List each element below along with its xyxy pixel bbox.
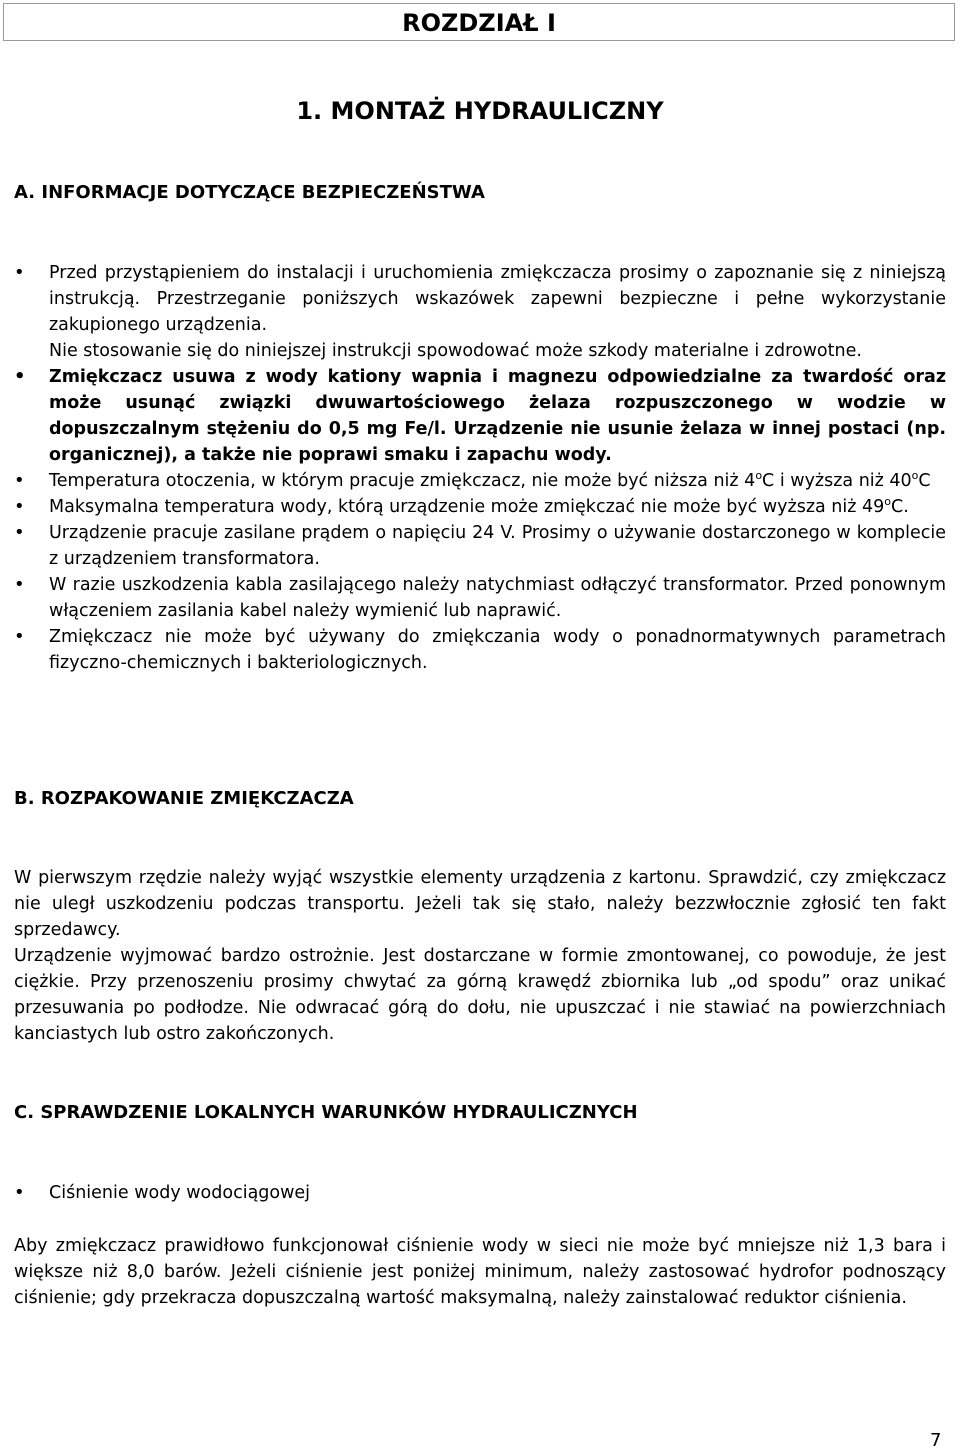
bullet-icon: • (14, 262, 25, 283)
list-item-text: Temperatura otoczenia, w którym pracuje zmiękczacz, nie może być niższa niż 4 (49, 471, 756, 491)
list-item-text: C (918, 471, 931, 491)
list-item (14, 364, 946, 468)
list-item (14, 260, 946, 364)
chapter-title: ROZDZIAŁ I (402, 9, 556, 37)
section-b-paragraph: W pierwszym rzędzie należy wyjąć wszystkie elementy urządzenia z kartonu. Sprawdzić, czy zmiękczacz nie uległ uszkodzeniu podczas transportu. Jeżeli tak się stało, należy bezzwłocznie zgłosić ten fakt sprzedawcy. (14, 868, 946, 940)
bullet-icon: • (14, 470, 25, 491)
bullet-icon: • (14, 522, 25, 543)
bullet-icon: • (14, 366, 26, 387)
section-c-paragraph: Aby zmiękczacz prawidłowo funkcjonował ciśnienie wody w sieci nie może być mniejsze niż 1,3 bara i większe niż 8,0 barów. Jeżeli ciśnienie jest poniżej minimum, należy zastosować hydrofor podnoszący ciśnienie; gdy przekracza dopuszczalną wartość maksymalną, należy zainstalować reduktor ciśnienia. (14, 1236, 946, 1308)
list-item (14, 1180, 946, 1206)
list-item-text: Zmiękczacz nie może być używany do zmiękczania wody o ponadnormatywnych parametrach fizyczno-chemicznych i bakteriologicznych. (49, 627, 946, 673)
list-item-text: Maksymalna temperatura wody, którą urządzenie może zmiękczać nie może być wyższa niż 49 (49, 497, 885, 517)
list-item-text: Urządzenie pracuje zasilane prądem o napięciu 24 V. Prosimy o używanie dostarczonego w komplecie z urządzeniem transformatora. (49, 523, 946, 569)
section-b-paragraph: Urządzenie wyjmować bardzo ostrożnie. Jest dostarczane w formie zmontowanej, co powoduje, że jest ciężkie. Przy przenoszeniu prosimy chwytać za górną krawędź zbiornika lub „od spodu” oraz unikać przesuwania po podłodze. Nie odwracać górą do dołu, nie upuszczać i nie stawiać na powierzchniach kanciastych lub ostro zakończonych. (14, 946, 946, 1044)
list-item (14, 624, 946, 676)
bullet-icon: • (14, 496, 25, 517)
list-item (14, 520, 946, 572)
list-item-text: W razie uszkodzenia kabla zasilającego należy natychmiast odłączyć transformator. Przed ponownym włączeniem zasilania kabel należy wymienić lub naprawić. (49, 575, 946, 621)
section-b-heading: B. ROZPAKOWANIE ZMIĘKCZACZA (14, 788, 354, 809)
main-heading: 1. MONTAŻ HYDRAULICZNY (296, 97, 664, 125)
degree-sup: o (755, 469, 763, 482)
list-item-text: C. (891, 497, 909, 517)
list-item (14, 468, 946, 494)
page-number: 7 (930, 1430, 942, 1451)
list-item-text: Ciśnienie wody wodociągowej (49, 1183, 311, 1203)
safety-list (14, 260, 946, 676)
degree-sup: o (884, 495, 892, 508)
list-item-text: Przed przystąpieniem do instalacji i uruchomienia zmiękczacza prosimy o zapoznanie się z niniejszą instrukcją. Przestrzeganie poniższych wskazówek zapewni bezpieczne i pełne wykorzystanie zakupionego urządzenia. (49, 263, 946, 335)
bullet-icon: • (14, 626, 25, 647)
chapter-title-box (3, 3, 955, 41)
bullet-icon: • (14, 1182, 25, 1203)
pressure-list (14, 1180, 946, 1206)
list-item-text: Nie stosowanie się do niniejszej instrukcji spowodować może szkody materialne i zdrowotne. (49, 341, 862, 361)
list-item-text: C i wyższa niż 40 (762, 471, 912, 491)
section-c-heading: C. SPRAWDZENIE LOKALNYCH WARUNKÓW HYDRAULICZNYCH (14, 1102, 638, 1123)
section-a-heading: A. INFORMACJE DOTYCZĄCE BEZPIECZEŃSTWA (14, 182, 485, 203)
list-item (14, 494, 946, 520)
list-item (14, 572, 946, 624)
list-item-text: Zmiękczacz usuwa z wody kationy wapnia i magnezu odpowiedzialne za twardość oraz może usunąć związki dwuwartościowego żelaza rozpuszczonego w wodzie w dopuszczalnym stężeniu do 0,5 mg Fe/l. Urządzenie nie usunie żelaza w innej postaci (np. organicznej), a także nie poprawi smaku i zapachu wody. (49, 367, 946, 465)
degree-sup: o (911, 469, 919, 482)
bullet-icon: • (14, 574, 25, 595)
